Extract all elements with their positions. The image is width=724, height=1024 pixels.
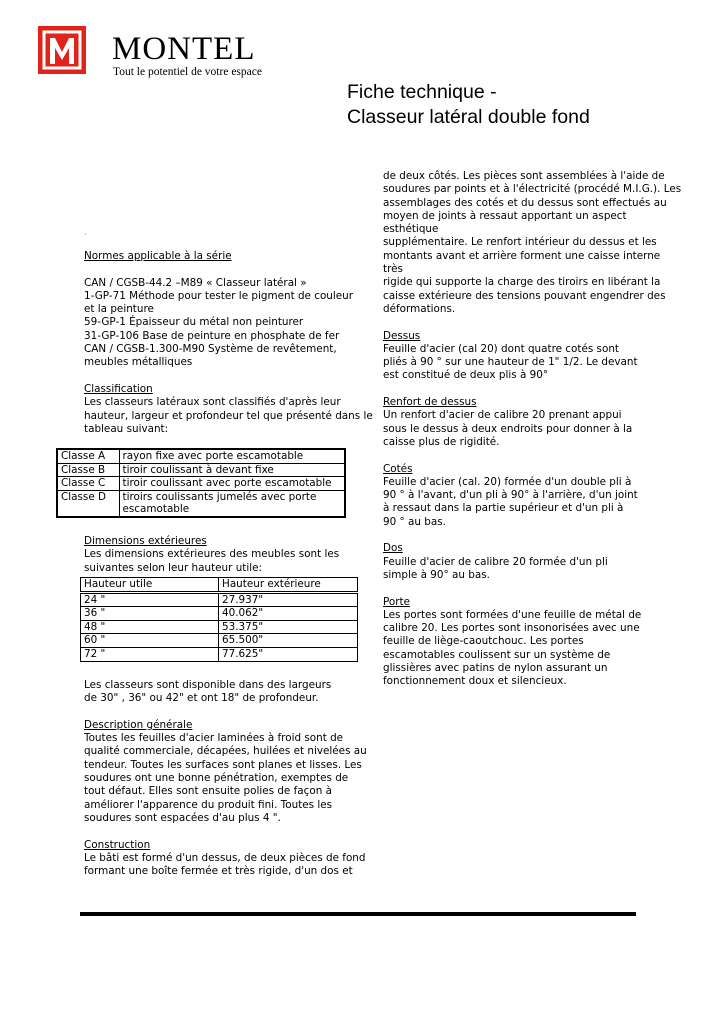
cotes-text: 90 ° au bas. <box>383 515 446 528</box>
table-row <box>81 634 358 648</box>
normes-line: meubles métalliques <box>84 356 193 369</box>
table-cell: 27.937" <box>219 592 358 607</box>
classification-text: hauteur, largeur et profondeur tel que présenté dans le <box>84 409 373 422</box>
table-row <box>81 620 358 634</box>
dimensions-heading: Dimensions extérieures <box>84 535 207 547</box>
dos-text: simple à 90° au bas. <box>383 568 490 581</box>
stray-mark: · <box>84 230 87 239</box>
renfort-heading: Renfort de dessus <box>383 396 477 409</box>
class-desc: rayon fixe avec porte escamotable <box>119 449 345 463</box>
dessus-text: pliés à 90 ° sur une hauteur de 1" 1/2. Le devant <box>383 356 638 369</box>
description-heading: Description générale <box>84 718 193 731</box>
dos-heading: Dos <box>383 542 403 555</box>
renfort-text: sous le dessus à deux endroits pour donner à la <box>383 422 633 435</box>
table-row <box>81 607 358 621</box>
classification-heading: Classification <box>84 382 153 395</box>
table-cell: 40.062" <box>219 607 358 621</box>
document-title <box>347 80 590 130</box>
construction-text: formant une boîte fermée et très rigide, d'un dos et <box>84 865 353 878</box>
column-header: Hauteur extérieure <box>219 578 358 593</box>
brand-name: MONTEL <box>112 31 256 67</box>
table-row <box>81 647 358 661</box>
table-cell: 36 " <box>81 607 219 621</box>
largeurs-text: Les classeurs sont disponible dans des largeurs <box>84 679 332 691</box>
table-row <box>57 463 345 477</box>
intro-text: déformations. <box>383 302 456 315</box>
intro-text: de deux côtés. Les pièces sont assemblées à l'aide de <box>383 170 665 182</box>
intro-text: montants avant et arrière forment une caisse interne très <box>383 249 661 276</box>
table-row <box>57 477 345 491</box>
normes-line: et la peinture <box>84 303 154 316</box>
porte-text: calibre 20. Les portes sont insonorisées avec une <box>383 622 640 635</box>
description-text: soudures ont une bonne pénétration, exemptes de <box>84 772 349 785</box>
table-cell: 53.375" <box>219 620 358 634</box>
dessus-text: Feuille d'acier (cal 20) dont quatre cotés sont <box>383 342 619 355</box>
class-desc: tiroirs coulissants jumelés avec porte escamotable <box>119 490 345 517</box>
intro-text: moyen de joints à ressaut apportant un aspect esthétique <box>383 209 627 236</box>
porte-text: Les portes sont formées d'une feuille de métal de <box>383 608 642 621</box>
normes-line: 31-GP-106 Base de peinture en phosphate de fer <box>84 329 340 342</box>
renfort-text: Un renfort d'acier de calibre 20 prenant appui <box>383 409 622 422</box>
table-cell: 48 " <box>81 620 219 634</box>
normes-line: CAN / CGSB-1.300-M90 Système de revêtement, <box>84 343 337 356</box>
class-desc: tiroir coulissant à devant fixe <box>119 463 345 477</box>
dimensions-text: Les dimensions extérieures des meubles sont les <box>84 548 340 561</box>
table-cell: 24 " <box>81 592 219 607</box>
table-row <box>57 490 345 517</box>
classification-text: tableau suivant: <box>84 422 169 435</box>
cotes-heading: Cotés <box>383 462 413 475</box>
left-column <box>84 250 374 436</box>
title-line-1: Fiche technique - <box>347 81 497 103</box>
description-text: soudures sont espacées d'au plus 4 ". <box>84 811 281 824</box>
brand-tagline: Tout le potentiel de votre espace <box>113 66 262 78</box>
description-text: tendeur. Toutes les surfaces sont planes et lisses. Les <box>84 758 362 771</box>
classes-table <box>56 448 346 518</box>
description-text: améliorer l'apparence du produit fini. Toutes les <box>84 798 333 811</box>
porte-text: feuille de liège-caoutchouc. Les portes <box>383 635 584 648</box>
class-name: Classe D <box>57 490 119 517</box>
intro-text: soudures par points et à l'électricité (procédé M.I.G.). Les <box>383 183 682 196</box>
renfort-text: caisse plus de rigidité. <box>383 435 500 448</box>
porte-heading: Porte <box>383 595 410 608</box>
largeurs-text: de 30" , 36" ou 42" et ont 18" de profondeur. <box>84 692 319 705</box>
intro-text: supplémentaire. Le renfort intérieur du dessus et les <box>383 236 657 249</box>
table-cell: 72 " <box>81 647 219 661</box>
right-column <box>383 170 683 689</box>
normes-list <box>84 277 374 370</box>
cotes-text: 90 ° à l'avant, d'un pli à 90° à l'arrière, d'un joint <box>383 489 638 502</box>
cotes-text: Feuille d'acier (cal. 20) formée d'un double pli à <box>383 475 632 488</box>
column-header: Hauteur utile <box>81 578 219 593</box>
normes-line: 1-GP-71 Méthode pour tester le pigment de couleur <box>84 289 354 302</box>
intro-text: caisse extérieure des tensions pouvant engendrer des <box>383 289 666 302</box>
classification-text: Les classeurs latéraux sont classifiés d'après leur <box>84 396 341 409</box>
class-name: Classe B <box>57 463 119 477</box>
montel-logo-icon <box>38 26 86 74</box>
dessus-text: est constitué de deux plis à 90° <box>383 369 549 382</box>
dos-text: Feuille d'acier de calibre 20 formée d'un pli <box>383 555 608 568</box>
class-desc: tiroir coulissant avec porte escamotable <box>119 477 345 491</box>
dimensions-text: suivantes selon leur hauteur utile: <box>84 561 263 574</box>
class-name: Classe A <box>57 449 119 463</box>
porte-text: glissières avec patins de nylon assurant un <box>383 661 608 674</box>
table-cell: 60 " <box>81 634 219 648</box>
intro-text: assemblages des cotés et du dessus sont effectués au <box>383 196 667 209</box>
intro-text: rigide qui supporte la charge des tiroirs en libérant la <box>383 276 661 289</box>
table-cell: 65.500" <box>219 634 358 648</box>
dimensions-section <box>84 535 374 575</box>
title-line-2: Classeur latéral double fond <box>347 106 590 128</box>
footer-rule <box>80 912 636 916</box>
construction-heading: Construction <box>84 838 151 851</box>
table-cell: 77.625" <box>219 647 358 661</box>
lower-left-section <box>84 679 374 878</box>
table-header-row <box>81 578 358 593</box>
description-text: Toutes les feuilles d'acier laminées à froid sont de <box>84 732 344 745</box>
normes-heading: Normes applicable à la série <box>84 250 232 262</box>
description-text: qualité commerciale, décapées, huilées et nivelées au <box>84 745 367 758</box>
porte-text: fonctionnement doux et silencieux. <box>383 675 567 688</box>
cotes-text: à ressaut dans la partie supérieur et d'un pli à <box>383 502 624 515</box>
normes-line: 59-GP-1 Épaisseur du métal non peinturer <box>84 316 304 329</box>
dessus-heading: Dessus <box>383 329 421 342</box>
porte-text: escamotables coulissent sur un système de <box>383 648 611 661</box>
class-name: Classe C <box>57 477 119 491</box>
normes-line: CAN / CGSB-44.2 –M89 « Classeur latéral » <box>84 276 307 289</box>
dimensions-table <box>80 577 358 662</box>
table-row <box>81 592 358 607</box>
description-text: tout défaut. Elles sont ensuite polies de façon à <box>84 785 332 798</box>
table-row <box>57 449 345 463</box>
construction-text: Le bâti est formé d'un dessus, de deux pièces de fond <box>84 851 366 864</box>
